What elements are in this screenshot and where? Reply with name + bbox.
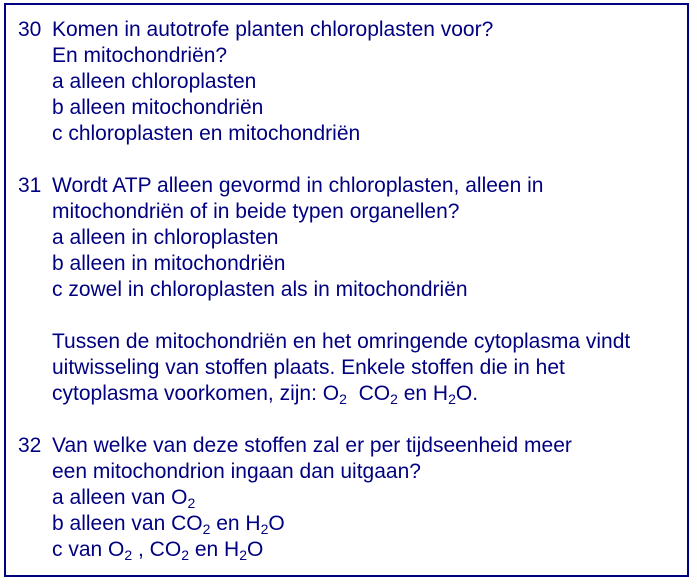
q32-question-line-1	[18, 433, 630, 459]
context-line-2: uitwisseling van stoffen plaats. Enkele stoffen die in het	[52, 356, 565, 379]
subscript: 2	[239, 547, 247, 563]
context-line-1: Tussen de mitochondriën en het omringende cytoplasma vindt	[52, 330, 631, 353]
q32-option-c-mid: , CO	[132, 538, 182, 561]
spacer	[18, 303, 630, 329]
context-line-3	[18, 381, 630, 407]
q30-question-line-2: En mitochondriën?	[52, 44, 228, 67]
spacer	[18, 147, 630, 173]
q30-option-a: a alleen chloroplasten	[52, 70, 257, 93]
context-co: CO	[346, 382, 391, 405]
subscript: 2	[390, 391, 398, 407]
q32-option-b-text: b alleen van CO	[52, 512, 203, 535]
q31-option-c: c zowel in chloroplasten als in mitochondriën	[52, 278, 468, 301]
q31-question-line-2: mitochondriën of in beide typen organellen?	[52, 200, 460, 223]
q31-option-b: b alleen in mitochondriën	[52, 252, 286, 275]
q32-option-c-text: c van O	[52, 538, 125, 561]
q32-question-text-1: Van welke van deze stoffen zal er per tijdseenheid meer	[52, 434, 572, 457]
q32-option-c-end: O	[246, 538, 264, 561]
context-end: O.	[455, 382, 479, 405]
q32-option-a	[18, 485, 630, 511]
subscript: 2	[339, 391, 347, 407]
q32-option-a-text: a alleen van O	[52, 486, 188, 509]
q30-option-b: b alleen mitochondriën	[52, 96, 264, 119]
subscript: 2	[181, 547, 189, 563]
q30-option-c: c chloroplasten en mitochondriën	[52, 122, 361, 145]
q32-option-b	[18, 511, 630, 537]
q30-question-text-1: Komen in autotrofe planten chloroplasten voor?	[52, 18, 494, 41]
q32-option-c	[18, 537, 630, 563]
spacer	[18, 407, 630, 433]
q31-option-a: a alleen in chloroplasten	[52, 226, 279, 249]
subscript: 2	[124, 547, 133, 563]
subscript: 2	[448, 391, 456, 407]
q30-question-line-1	[18, 17, 630, 43]
q31-question-text-1: Wordt ATP alleen gevormd in chloroplasten, alleen in	[52, 174, 544, 197]
q30-number: 30	[18, 18, 42, 41]
q32-option-b-mid: en H	[210, 512, 261, 535]
q31-question-line-1	[18, 173, 630, 199]
q32-option-b-end: O	[268, 512, 285, 535]
context-prefix: cytoplasma voorkomen, zijn: O	[52, 382, 340, 405]
q32-question-line-2: een mitochondrion ingaan dan uitgaan?	[52, 460, 421, 483]
subscript: 2	[202, 521, 211, 537]
q32-number: 32	[18, 434, 42, 457]
question-content	[18, 17, 630, 563]
subscript: 2	[260, 521, 269, 537]
subscript: 2	[187, 495, 196, 511]
context-en-h: en H	[397, 382, 449, 405]
q32-option-c-mid2: en H	[188, 538, 240, 561]
q31-number: 31	[18, 174, 42, 197]
